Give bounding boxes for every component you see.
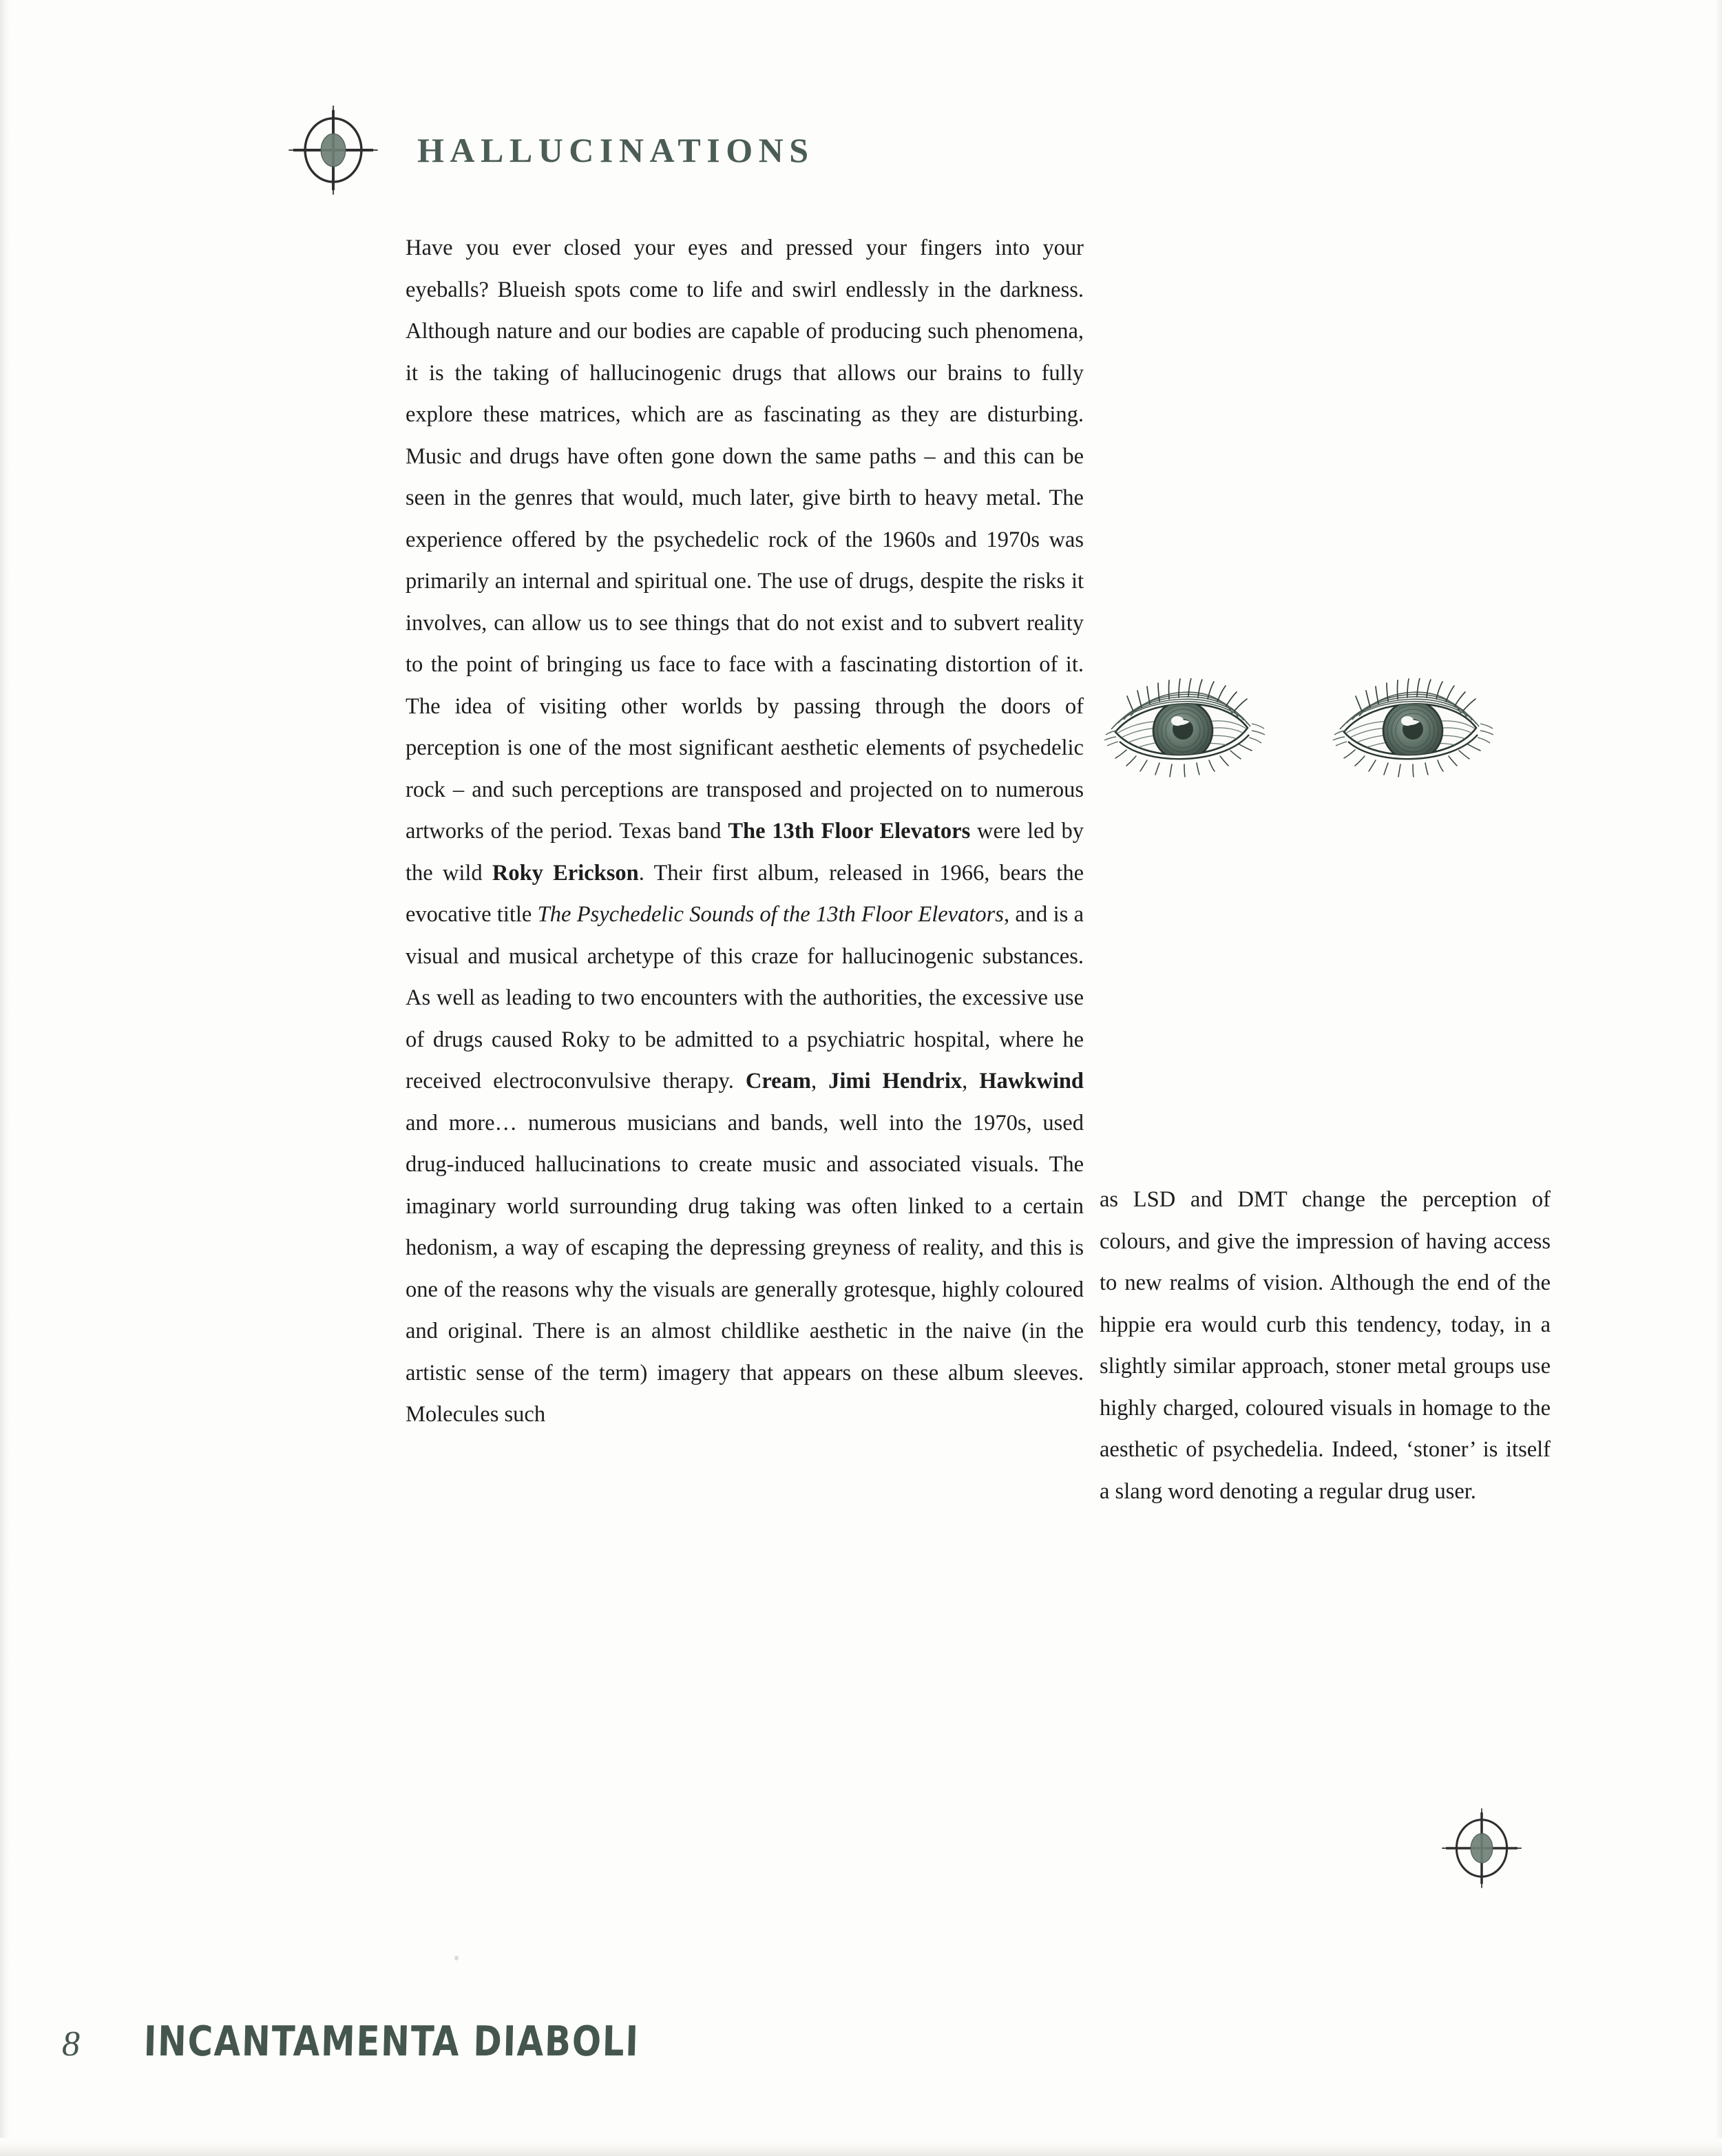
right-text-column [1100, 1179, 1551, 1512]
engraved-eyes-illustration [1102, 678, 1549, 782]
bold-run: Jimi Hendrix [828, 1069, 963, 1093]
right-paragraph: as LSD and DMT change the perception of colours, and give the impression of having access to new realms of vision. Although the end of the hippie era would curb this tendency, today, in a slightly similar approach, stoner metal groups use highly charged, coloured visuals in homage to the aesthetic of psychedelia. Indeed, ‘stoner’ is itself a slang word denoting a regular drug user. [1100, 1187, 1551, 1504]
bold-run: Hawkwind [979, 1069, 1084, 1093]
crosshair-eye-icon [1441, 1808, 1522, 1889]
scan-edge-left [0, 0, 10, 2156]
main-text-column [406, 227, 1084, 1436]
bold-run: Roky Erickson [492, 860, 639, 886]
bold-run: The 13th Floor Elevators [728, 819, 971, 844]
bold-run: Cream [745, 1069, 811, 1093]
book-title: INCANTAMENTA DIABOLI [143, 2018, 640, 2066]
page-header [288, 105, 815, 196]
scan-edge-right [1715, 0, 1722, 2156]
main-paragraph: Have you ever closed your eyes and pressed your fingers into your eyeballs? Blueish spots come to life and swirl endlessly in the darkness. Although nature and our bodies are capable of producing such phenomena, it is the taking of hallucinogenic drugs that allows our brains to fully explore these matrices, which are as fascinating as they are disturbing. Music and drugs have often gone down the same paths – and this can be seen in the genres that would, much later, give birth to heavy metal. The experience offered by the psychedelic rock of the 1960s and 1970s was primarily an internal and spiritual one. The use of drugs, despite the risks it involves, can allow us to see things that do not exist and to subvert reality to the point of bringing us face to face with a fascinating distortion of it. The idea of visiting other worlds by passing through the doors of perception is one of the most significant aesthetic elements of psychedelic rock – and such perceptions are transposed and projected on to numerous artworks of the period. Texas band The 13th Floor Elevators were led by the wild Roky Erickson. Their first album, released in 1966, bears the evocative title The Psychedelic Sounds of the 13th Floor Elevators, and is a visual and musical archetype of this craze for hallucinogenic substances. As well as leading to two encounters with the authorities, the excessive use of drugs caused Roky to be admitted to a psychiatric hospital, where he received electroconvulsive therapy. Cream, Jimi Hendrix, Hawkwind and more… numerous musicians and bands, well into the 1970s, used drug-induced hallucinations to create music and associated visuals. The imaginary world surrounding drug taking was often linked to a certain hedonism, a way of escaping the depressing greyness of reality, and this is one of the reasons why the visuals are generally grotesque, highly coloured and original. There is an almost childlike aesthetic in the naive (in the artistic sense of the term) imagery that appears on these album sleeves. Molecules such [406, 236, 1084, 1427]
paper-speck [454, 1956, 459, 1960]
italic-run: The Psychedelic Sounds of the 13th Floor Elevators [537, 902, 1004, 927]
crosshair-eye-icon [288, 105, 379, 196]
page-title: HALLUCINATIONS [417, 131, 815, 169]
page-number: 8 [62, 2024, 80, 2064]
scan-edge-bottom [0, 2138, 1722, 2156]
page-footer [62, 2018, 682, 2066]
